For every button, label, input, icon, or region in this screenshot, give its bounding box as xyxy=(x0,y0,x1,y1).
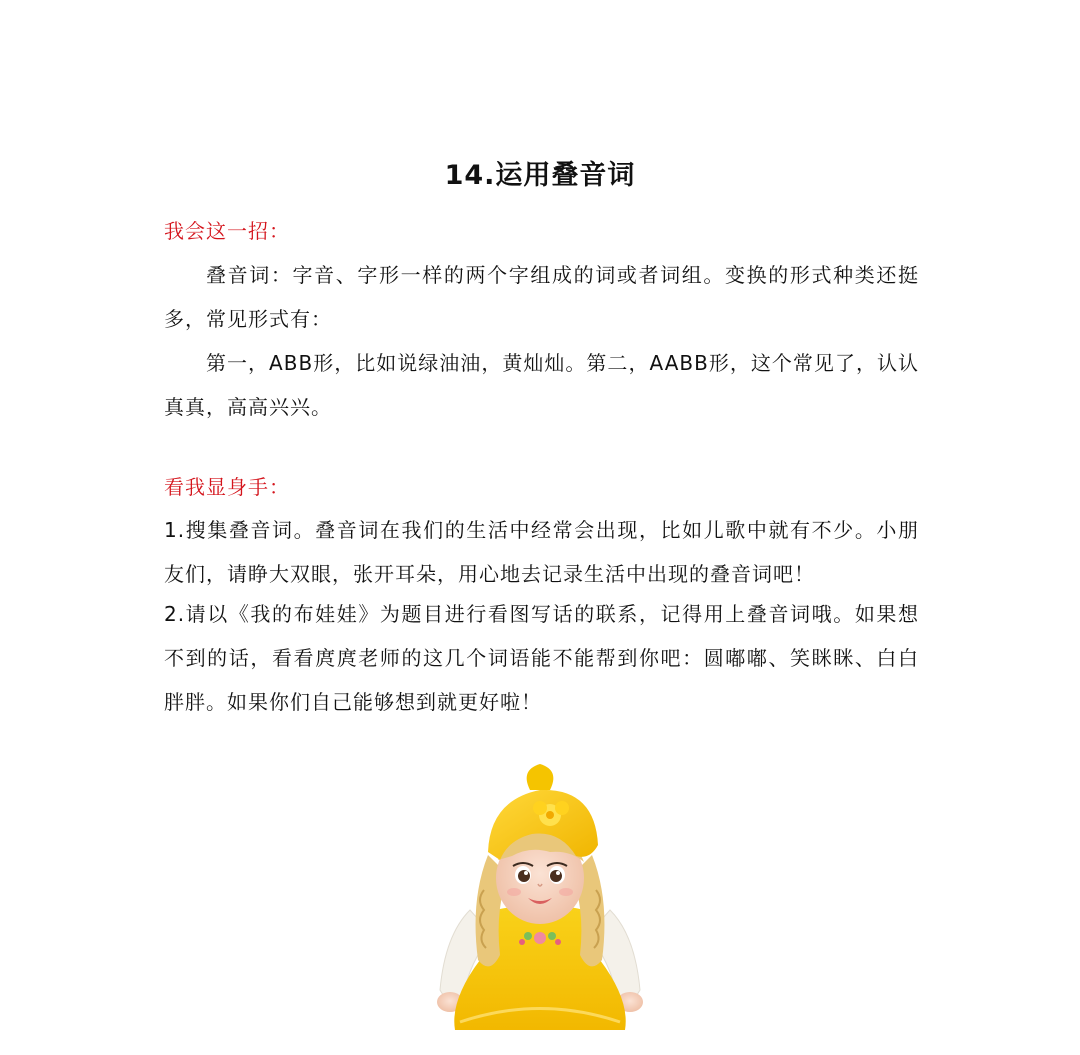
section-heading-skill: 我会这一招： xyxy=(164,219,290,243)
section-heading-practice: 看我显身手： xyxy=(164,475,290,499)
paragraph-task-2: 2.请以《我的布娃娃》为题目进行看图写话的联系，记得用上叠音词哦。如果想不到的话，看看庹庹老师的这几个词语能不能帮到你吧：圆嘟嘟、笑眯眯、白白胖胖。如果你们自己能够想到就更好啦！ xyxy=(164,602,919,714)
paragraph-forms: 第一，ABB形，比如说绿油油，黄灿灿。第二，AABB形，这个常见了，认认真真，高高兴兴。 xyxy=(164,351,919,419)
doll-illustration-icon xyxy=(400,760,680,1030)
paragraph-task-1: 1.搜集叠音词。叠音词在我们的生活中经常会出现，比如儿歌中就有不少。小朋友们，请睁大双眼，张开耳朵，用心地去记录生活中出现的叠音词吧！ xyxy=(164,518,919,586)
paragraph-definition: 叠音词：字音、字形一样的两个字组成的词或者词组。变换的形式种类还挺多，常见形式有： xyxy=(164,263,919,331)
page-title: 14.运用叠音词 xyxy=(444,160,636,191)
